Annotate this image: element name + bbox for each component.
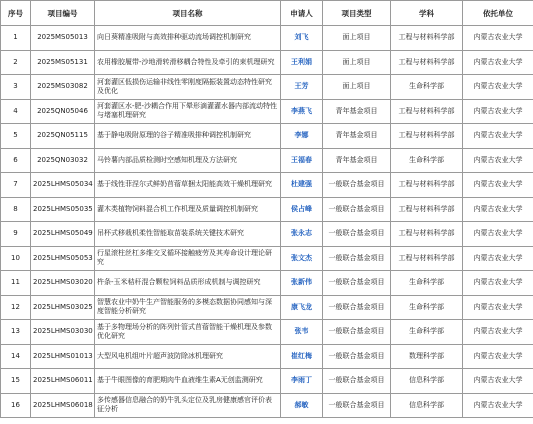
cell-code: 2025MS05131: [31, 50, 95, 75]
table-row: [1, 148, 533, 173]
cell-code: 2025QN03032: [31, 148, 95, 173]
table-row: [1, 393, 533, 418]
cell-code: 2025QN05046: [31, 99, 95, 124]
cell-type: 一般联合基金项目: [323, 295, 391, 320]
cell-code: 2025LHMS05035: [31, 197, 95, 222]
cell-type: 一般联合基金项目: [323, 320, 391, 345]
header-code: 项目编号: [31, 1, 95, 26]
cell-type: 青年基金项目: [323, 124, 391, 149]
cell-code: 2025LHMS03025: [31, 295, 95, 320]
cell-discipline: 生命科学部: [391, 75, 463, 100]
cell-applicant: 李雨丁: [281, 369, 323, 394]
cell-no: 16: [1, 393, 31, 418]
cell-discipline: 生命科学部: [391, 271, 463, 296]
table-row: [1, 124, 533, 149]
cell-no: 14: [1, 344, 31, 369]
cell-no: 9: [1, 222, 31, 247]
cell-code: 2025MS05013: [31, 26, 95, 51]
cell-no: 5: [1, 124, 31, 149]
table-row: [1, 75, 533, 100]
cell-applicant: 张文杰: [281, 246, 323, 271]
cell-unit: 内蒙古农业大学: [463, 369, 533, 394]
cell-applicant: 张永志: [281, 222, 323, 247]
table-row: [1, 222, 533, 247]
cell-type: 一般联合基金项目: [323, 173, 391, 198]
cell-title: 基于线性菲涅尔式鲜奶苜蓿草捆太阳能高效干燥机理研究: [95, 173, 281, 198]
cell-applicant: 郝敏: [281, 393, 323, 418]
cell-no: 3: [1, 75, 31, 100]
cell-unit: 内蒙古农业大学: [463, 320, 533, 345]
cell-discipline: 生命科学部: [391, 148, 463, 173]
cell-unit: 内蒙古农业大学: [463, 124, 533, 149]
cell-title: 灌木类植物饲料混合机工作机理及质量调控机制研究: [95, 197, 281, 222]
cell-type: 青年基金项目: [323, 99, 391, 124]
cell-applicant: 王福春: [281, 148, 323, 173]
cell-code: 2025LHMS06018: [31, 393, 95, 418]
cell-title: 吊杯式移栽机柔性智能取苗装系统关键技术研究: [95, 222, 281, 247]
table-row: [1, 295, 533, 320]
cell-applicant: 王利娟: [281, 50, 323, 75]
cell-type: 一般联合基金项目: [323, 222, 391, 247]
table-row: [1, 320, 533, 345]
cell-title: 多传感器信息融合的奶牛乳头定位及乳房健康感官评价表征分析: [95, 393, 281, 418]
header-discipline: 学科: [391, 1, 463, 26]
table-row: [1, 197, 533, 222]
cell-unit: 内蒙古农业大学: [463, 222, 533, 247]
cell-code: 2025QN05115: [31, 124, 95, 149]
cell-unit: 内蒙古农业大学: [463, 99, 533, 124]
cell-no: 11: [1, 271, 31, 296]
cell-unit: 内蒙古农业大学: [463, 26, 533, 51]
cell-unit: 内蒙古农业大学: [463, 148, 533, 173]
header-unit: 依托单位: [463, 1, 533, 26]
cell-unit: 内蒙古农业大学: [463, 344, 533, 369]
cell-discipline: 数理科学部: [391, 344, 463, 369]
table-row: [1, 344, 533, 369]
cell-title: 河套灌区低损伤运输非线性零刚度隔振装置动态特性研究及优化: [95, 75, 281, 100]
cell-discipline: 生命科学部: [391, 320, 463, 345]
cell-applicant: 康飞龙: [281, 295, 323, 320]
cell-applicant: 崔红梅: [281, 344, 323, 369]
cell-type: 面上项目: [323, 26, 391, 51]
cell-discipline: 工程与材料科学部: [391, 26, 463, 51]
cell-no: 6: [1, 148, 31, 173]
cell-type: 面上项目: [323, 50, 391, 75]
cell-no: 2: [1, 50, 31, 75]
cell-unit: 内蒙古农业大学: [463, 295, 533, 320]
cell-applicant: 李娜: [281, 124, 323, 149]
header-title: 项目名称: [95, 1, 281, 26]
header-applicant: 申请人: [281, 1, 323, 26]
cell-no: 10: [1, 246, 31, 271]
cell-unit: 内蒙古农业大学: [463, 75, 533, 100]
cell-type: 一般联合基金项目: [323, 271, 391, 296]
table-row: [1, 271, 533, 296]
cell-title: 基于静电吸附原理的谷子精准吸排种调控机制研究: [95, 124, 281, 149]
cell-unit: 内蒙古农业大学: [463, 173, 533, 198]
cell-code: 2025LHMS05053: [31, 246, 95, 271]
header-no: 序号: [1, 1, 31, 26]
cell-applicant: 杜建强: [281, 173, 323, 198]
cell-no: 4: [1, 99, 31, 124]
cell-type: 一般联合基金项目: [323, 246, 391, 271]
header-row: [1, 1, 533, 26]
cell-type: 面上项目: [323, 75, 391, 100]
cell-unit: 内蒙古农业大学: [463, 246, 533, 271]
table-row: [1, 369, 533, 394]
table-row: [1, 26, 533, 51]
cell-unit: 内蒙古农业大学: [463, 271, 533, 296]
cell-title: 河套灌区水-肥-沙耦合作用下晕形滴灌灌水器内部流动特性与堵塞机理研究: [95, 99, 281, 124]
cell-discipline: 信息科学部: [391, 393, 463, 418]
cell-no: 12: [1, 295, 31, 320]
header-type: 项目类型: [323, 1, 391, 26]
cell-applicant: 李燕飞: [281, 99, 323, 124]
cell-no: 7: [1, 173, 31, 198]
cell-discipline: 工程与材料科学部: [391, 246, 463, 271]
cell-applicant: 张新伟: [281, 271, 323, 296]
cell-title: 农用橡胶履带-沙地滑转滑移耦合特性及牵引的束机理研究: [95, 50, 281, 75]
cell-no: 1: [1, 26, 31, 51]
cell-discipline: 工程与材料科学部: [391, 173, 463, 198]
cell-applicant: 王芳: [281, 75, 323, 100]
cell-discipline: 工程与材料科学部: [391, 124, 463, 149]
cell-discipline: 工程与材料科学部: [391, 222, 463, 247]
cell-discipline: 工程与材料科学部: [391, 50, 463, 75]
cell-applicant: 侯占峰: [281, 197, 323, 222]
table-row: [1, 246, 533, 271]
table-row: [1, 50, 533, 75]
cell-no: 8: [1, 197, 31, 222]
cell-title: 马铃薯内部品质检测时空感知机理及方法研究: [95, 148, 281, 173]
cell-unit: 内蒙古农业大学: [463, 393, 533, 418]
cell-code: 2025LHMS03030: [31, 320, 95, 345]
cell-unit: 内蒙古农业大学: [463, 197, 533, 222]
table-row: [1, 99, 533, 124]
cell-title: 杵条-玉米秸秆混合颗粒饲料品质形成机制与调控研究: [95, 271, 281, 296]
cell-title: 大型风电机组叶片超声波防除冰机理研究: [95, 344, 281, 369]
cell-applicant: 刘飞: [281, 26, 323, 51]
cell-unit: 内蒙古农业大学: [463, 50, 533, 75]
cell-discipline: 工程与材料科学部: [391, 197, 463, 222]
cell-title: 基于牛眼图像的育肥期肉牛血液维生素A无创监测研究: [95, 369, 281, 394]
cell-type: 一般联合基金项目: [323, 197, 391, 222]
cell-title: 向日葵精准吸附与高效排种驱动流场调控机制研究: [95, 26, 281, 51]
cell-type: 一般联合基金项目: [323, 393, 391, 418]
cell-no: 15: [1, 369, 31, 394]
cell-code: 2025LHMS03020: [31, 271, 95, 296]
cell-code: 2025LHMS05034: [31, 173, 95, 198]
cell-discipline: 信息科学部: [391, 369, 463, 394]
cell-discipline: 工程与材料科学部: [391, 99, 463, 124]
cell-code: 2025LHMS05049: [31, 222, 95, 247]
cell-title: 基于多物理场分析的阵列针管式苜蓿智能干燥机理及参数优化研究: [95, 320, 281, 345]
cell-code: 2025LHMS01013: [31, 344, 95, 369]
cell-type: 青年基金项目: [323, 148, 391, 173]
cell-title: 行星滚柱丝杠多维交叉循环接触疲劳及其寿命设计理论研究: [95, 246, 281, 271]
cell-applicant: 张韦: [281, 320, 323, 345]
cell-no: 13: [1, 320, 31, 345]
cell-code: 2025LHMS06011: [31, 369, 95, 394]
cell-type: 一般联合基金项目: [323, 344, 391, 369]
cell-code: 2025MS03082: [31, 75, 95, 100]
cell-title: 智慧农业中奶牛生产智能服务的多模态数据协同感知与深度智能分析研究: [95, 295, 281, 320]
cell-type: 一般联合基金项目: [323, 369, 391, 394]
cell-discipline: 生命科学部: [391, 295, 463, 320]
table-row: [1, 173, 533, 198]
